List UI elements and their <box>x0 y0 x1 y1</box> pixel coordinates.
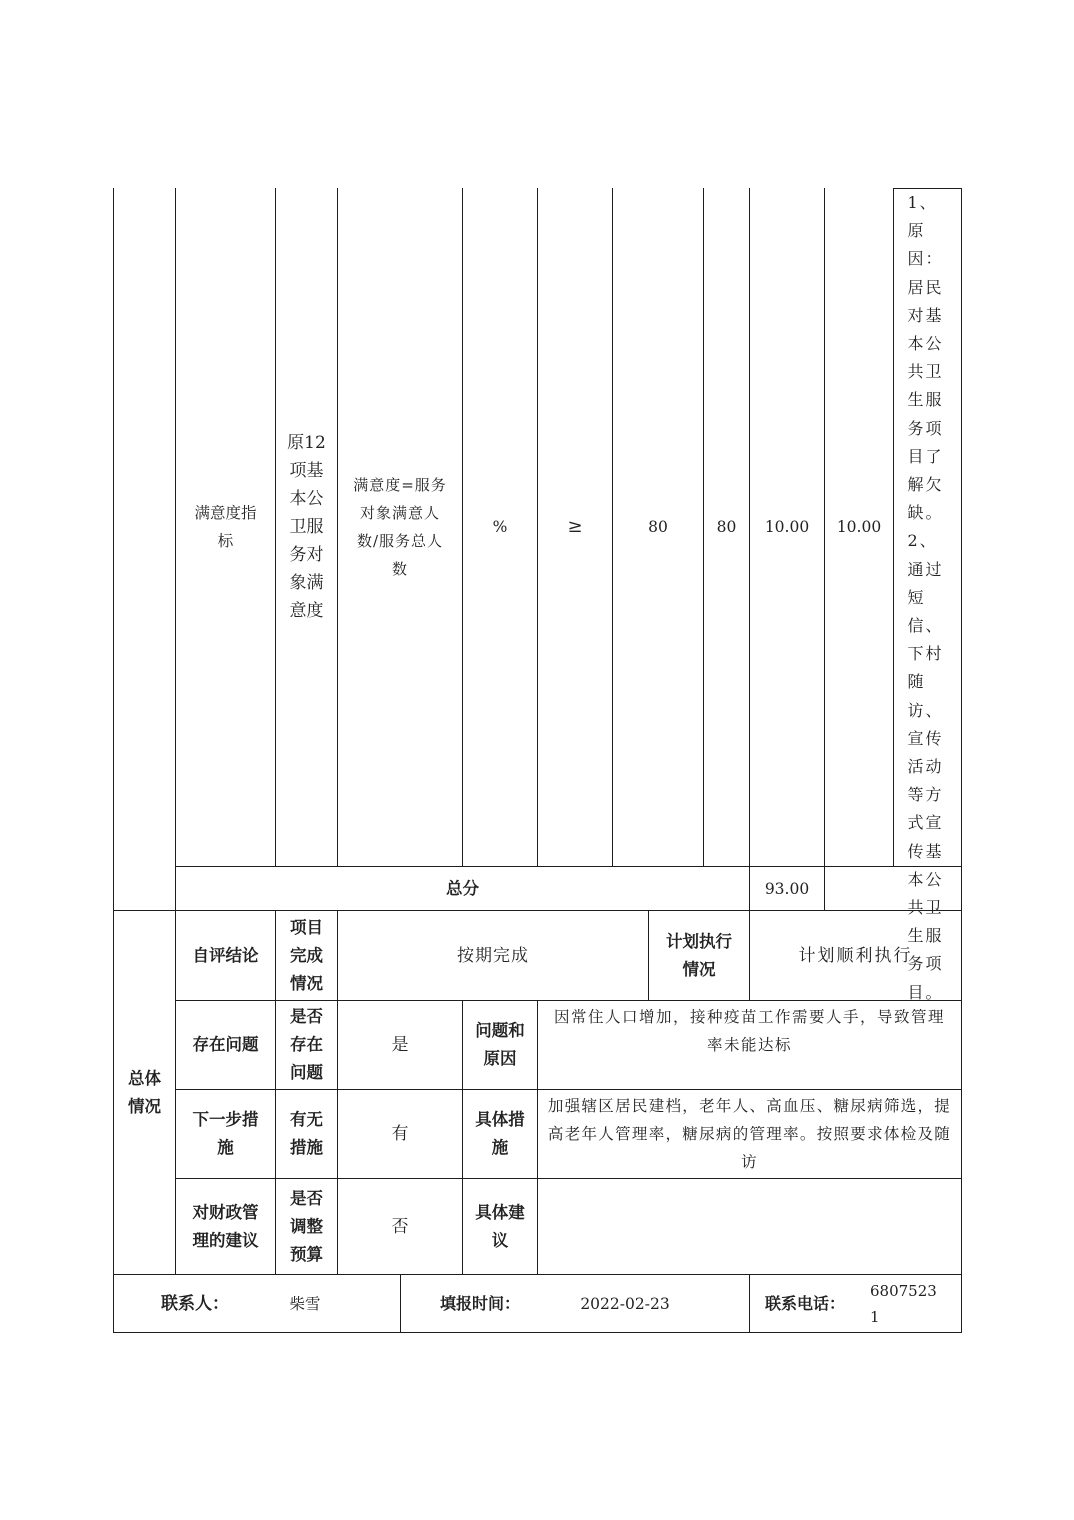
conclusion-value: 按期完成 <box>457 945 529 966</box>
indicator-actual: 80 <box>716 518 737 536</box>
finance-advice-value: 否 <box>391 1216 409 1237</box>
contact-label: 联系人： <box>161 1293 229 1314</box>
issues-reason-value: 因常住人口增加，接种疫苗工作需要人手，导致管理率未能达标 <box>553 1008 945 1054</box>
issues-label: 存在问题 <box>192 1035 259 1054</box>
plan-value: 计划顺利执行 <box>798 945 913 966</box>
total-score: 93.00 <box>764 879 810 898</box>
issues-reason-label: 问题和原因 <box>475 1021 525 1068</box>
phone-value: 68075231 <box>870 1281 937 1326</box>
contact-value: 柴雪 <box>289 1294 321 1313</box>
conclusion-sub-label: 项目完成情况 <box>290 917 323 993</box>
overall-section-label: 总体情况 <box>128 1068 161 1116</box>
issues-value: 是 <box>391 1035 409 1055</box>
level3-indicator: 原12项基本公卫服务对象满意度 <box>287 433 326 621</box>
issues-sub-label: 是否存在问题 <box>290 1007 323 1082</box>
next-steps-sub-label: 有无措施 <box>290 1110 323 1157</box>
indicator-unit: % <box>492 518 508 536</box>
indicator-score: 10.00 <box>836 518 882 536</box>
indicator-operator: ≥ <box>567 516 583 537</box>
total-remark <box>825 867 961 910</box>
indicator-remark: 1、原因：居民对基本公共卫生服务项目了解欠缺。2、通过短信、下村随访、宣传活动等方式宣传基本公共卫生服务项目。 <box>907 193 944 1002</box>
date-value: 2022-02-23 <box>580 1294 670 1313</box>
advice-value <box>538 1179 961 1274</box>
conclusion-label: 自评结论 <box>192 945 259 965</box>
phone-label: 联系电话： <box>764 1293 845 1313</box>
measure-label: 具体措施 <box>475 1110 525 1157</box>
indicator-weight: 10.00 <box>764 518 810 536</box>
next-steps-value: 有 <box>391 1124 409 1144</box>
finance-advice-sub-label: 是否调整预算 <box>290 1188 323 1264</box>
advice-label: 具体建议 <box>475 1202 525 1250</box>
finance-advice-label: 对财政管理的建议 <box>192 1202 259 1250</box>
plan-label: 计划执行情况 <box>666 931 732 979</box>
vline-f400 <box>400 1274 401 1333</box>
total-label: 总分 <box>446 878 479 898</box>
measure-value: 加强辖区居民建档，老年人、高血压、糖尿病筛选，提高老年人管理率，糖尿病的管理率。按照要求体检及随访 <box>547 1097 952 1171</box>
level2-indicator: 满意度指标 <box>194 504 257 550</box>
indicator-formula: 满意度=服务对象满意人数/服务总人数 <box>353 476 447 578</box>
next-steps-label: 下一步措施 <box>192 1110 259 1157</box>
hline-bottom <box>113 1332 962 1333</box>
vline-right <box>961 188 962 1333</box>
indicator-target: 80 <box>648 518 668 536</box>
date-label: 填报时间： <box>439 1293 520 1313</box>
